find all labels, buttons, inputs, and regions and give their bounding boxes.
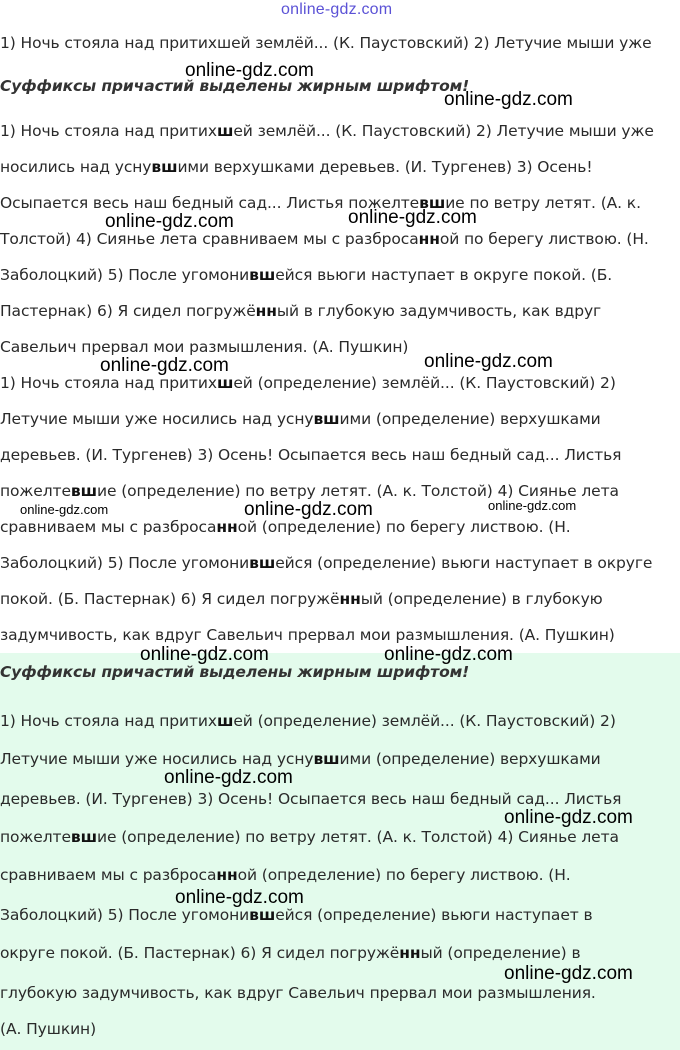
text-line: пожелтевшие (определение) по ветру летят. (А. к. Толстой) 4) Сиянье лета [0,482,619,500]
text-line: носились над уснувшими верхушками деревьев. (И. Тургенев) 3) Осень! [0,158,593,176]
watermark: online-gdz.com [504,807,633,828]
watermark: online-gdz.com [244,499,373,520]
text-line: 1) Ночь стояла над притихшей землёй... (К. Паустовский) 2) Летучие мыши уже [0,122,654,140]
text-line: пожелтевшие (определение) по ветру летят. (А. к. Толстой) 4) Сиянье лета [0,828,619,846]
watermark: online-gdz.com [488,498,577,513]
watermark: online-gdz.com [164,767,293,788]
text-line: сравниваем мы с разбросанной (определение) по берегу листвою. (Н. [0,866,571,884]
watermark: online-gdz.com [175,887,304,908]
text-line: деревьев. (И. Тургенев) 3) Осень! Осыпается весь наш бедный сад... Листья [0,446,622,464]
watermark: online-gdz.com [504,963,633,984]
watermark: online-gdz.com [185,60,314,81]
text-line: деревьев. (И. Тургенев) 3) Осень! Осыпается весь наш бедный сад... Листья [0,790,622,808]
text-line: округе покой. (Б. Пастернак) 6) Я сидел погружённый (определение) в [0,944,581,962]
watermark: online-gdz.com [105,211,234,232]
text-line: (А. Пушкин) [0,1020,97,1038]
top-watermark: online-gdz.com [281,1,393,18]
watermark: online-gdz.com [20,502,109,517]
watermark: online-gdz.com [100,355,229,376]
text-line: Летучие мыши уже носились над уснувшими (определение) верхушками [0,750,601,768]
watermark: online-gdz.com [348,207,477,228]
text-line: Заболоцкий) 5) После угомонившейся (определение) вьюги наступает в округе [0,554,653,572]
text-line: Пастернак) 6) Я сидел погружённый в глубокую задумчивость, как вдруг [0,302,602,320]
text-line: Осыпается весь наш бедный сад... Листья пожелтевшие по ветру летят. (А. к. [0,194,641,212]
text-line: Заболоцкий) 5) После угомонившейся (определение) вьюги наступает в [0,906,593,924]
text-line: Толстой) 4) Сиянье лета сравниваем мы с разбросанной по берегу листвою. (Н. [0,230,649,248]
section-heading: Суффиксы причастий выделены жирным шрифтом! [0,663,470,681]
text-line: сравниваем мы с разбросанной (определение) по берегу листвою. (Н. [0,518,571,536]
text-line: покой. (Б. Пастернак) 6) Я сидел погружённый (определение) в глубокую [0,590,603,608]
text-line: Савельич прервал мои размышления. (А. Пушкин) [0,338,409,356]
text-line: Заболоцкий) 5) После угомонившейся вьюги наступает в округе покой. (Б. [0,266,613,284]
watermark: online-gdz.com [384,644,513,665]
watermark: online-gdz.com [424,351,553,372]
text-line: глубокую задумчивость, как вдруг Савельич прервал мои размышления. [0,984,596,1002]
text-line: задумчивость, как вдруг Савельич прервал мои размышления. (А. Пушкин) [0,626,615,644]
watermark: online-gdz.com [444,89,573,110]
watermark: online-gdz.com [140,644,269,665]
text-line: Летучие мыши уже носились над уснувшими (определение) верхушками [0,410,601,428]
section-heading: Суффиксы причастий выделены жирным шрифтом! [0,77,470,95]
text-line: 1) Ночь стояла над притихшей землёй... (К. Паустовский) 2) Летучие мыши уже [0,34,652,52]
text-line: 1) Ночь стояла над притихшей (определение) землёй... (К. Паустовский) 2) [0,712,616,730]
text-line: 1) Ночь стояла над притихшей (определение) землёй... (К. Паустовский) 2) [0,374,616,392]
